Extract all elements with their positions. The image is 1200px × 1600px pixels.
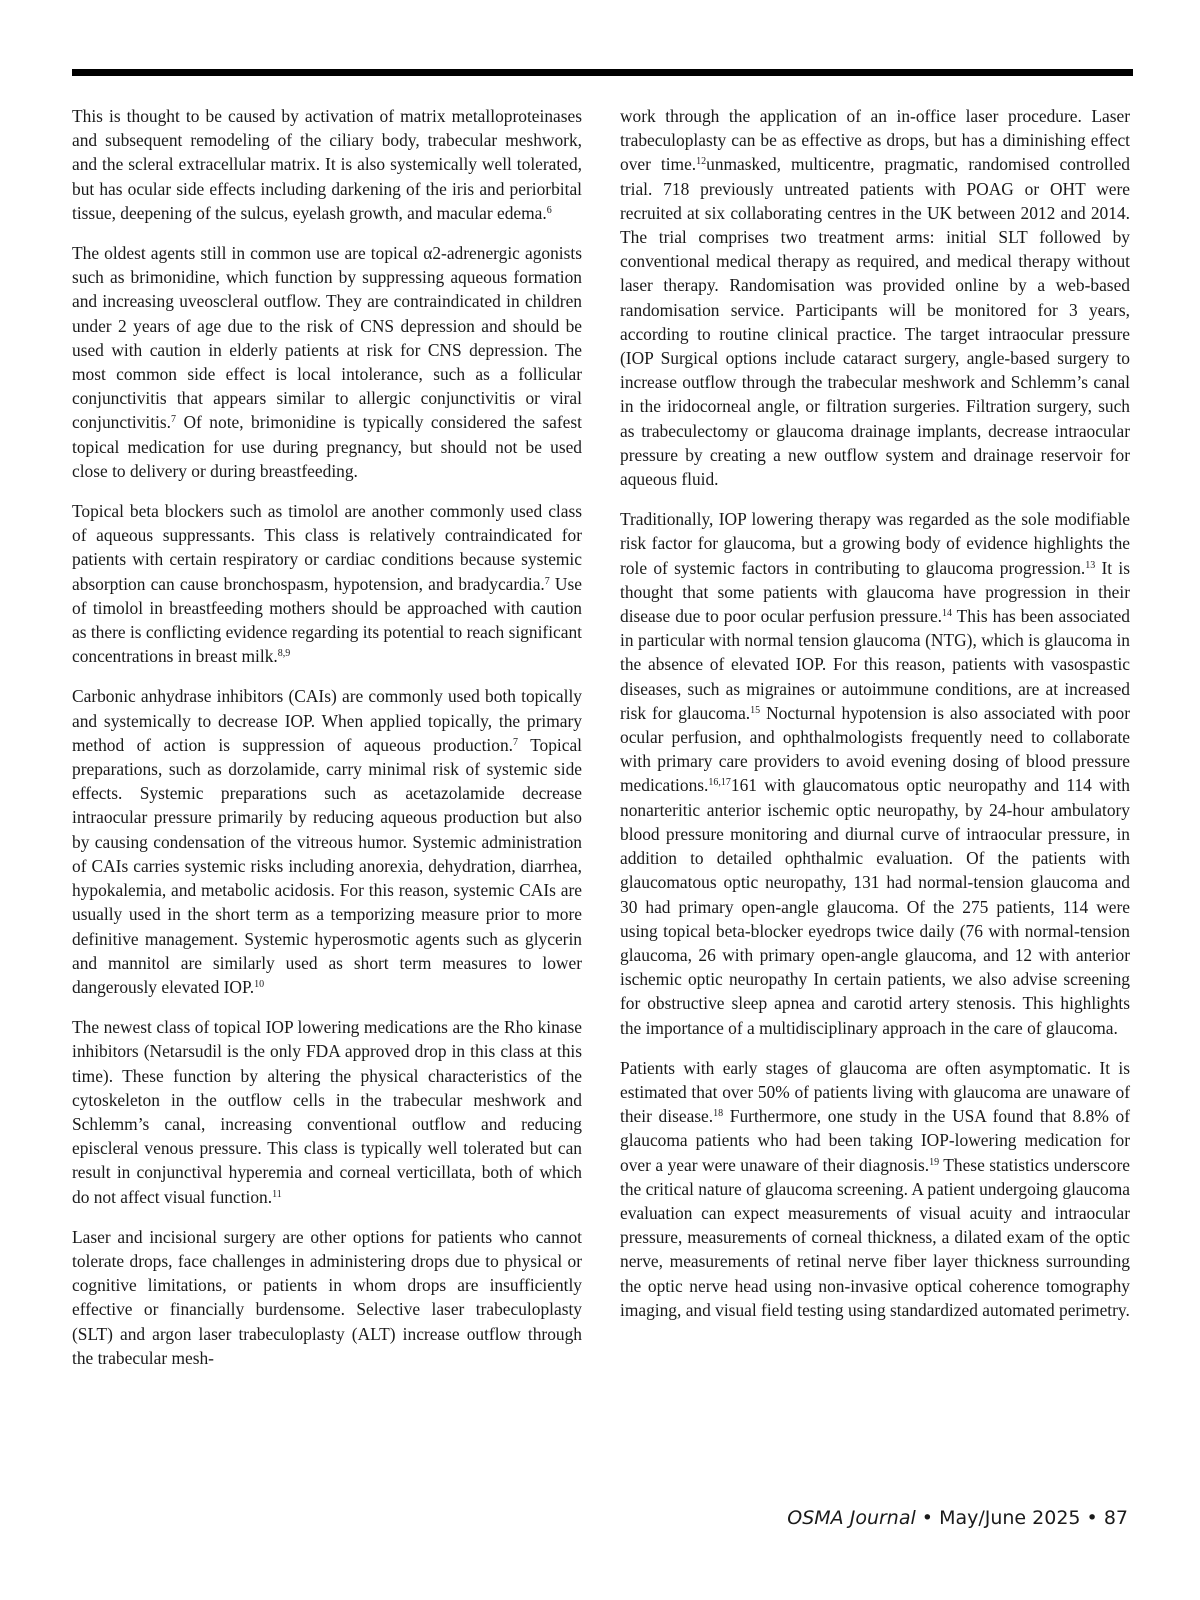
page-footer: OSMA Journal • May/June 2025 • 87 xyxy=(787,1507,1128,1529)
reference: 7 xyxy=(171,414,177,426)
paragraph: The oldest agents still in common use are topical α2-adrenergic agonists such as brimonidine, which function by suppressing aqueous formation and increasing uveoscleral outflow. They are contraindicated in children under 2 years of age due to the risk of CNS depression and should be used with caution in elderly patients at risk for CNS depression. The most common side effect is local intolerance, such as a follicular conjunctivitis that appears similar to allergic conjunctivitis or viral conjunctivitis.$^7$ Of note, brimonidine is typically considered the safest topical medication for use during pregnancy, but should not be used close to delivery or during breastfeeding. xyxy=(72,243,582,481)
page-number: 87 xyxy=(1103,1507,1128,1529)
reference: 6 xyxy=(546,204,552,216)
paragraph: work through the application of an in-office laser procedure. Laser trabeculoplasty can be as effective as drops, but has a diminishing effect over time.$^{12}$unmasked, multicentre, pragmatic, randomised controlled trial. 718 previously untreated patients with POAG or OHT were recruited at six collaborating centres in the UK between 2012 and 2014. The trial comprises two treatment arms: initial SLT followed by conventional medical therapy as required, and medical therapy without laser therapy. Randomisation was provided online by a web-based randomisation service. Participants will be monitored for 3 years, according to routine clinical practice. The target intraocular pressure (IOP Surgical options include cataract surgery, angle-based surgery to increase outflow through the trabecular meshwork and Schlemm’s canal in the iridocorneal angle, or filtration surgeries. Filtration surgery, such as trabeculectomy or glaucoma drainage implants, decrease intraocular pressure by creating a new outflow system and drainage reservoir for aqueous fluid. xyxy=(620,106,1130,490)
reference: 8,9 xyxy=(277,648,291,660)
paragraph: Traditionally, IOP lowering therapy was regarded as the sole modifiable risk factor for glaucoma, but a growing body of evidence highlights the role of systemic factors in contributing to glaucoma progression.$^{13}$ It is thought that some patients with glaucoma have progression in their disease due to poor ocular perfusion pressure.$^{14}$ This has been associated in particular with normal tension glaucoma (NTG), which is glaucoma in the absence of elevated IOP. For this reason, patients with vasospastic diseases, such as migraines or autoimmune conditions, are at increased risk for glaucoma.$^{15}$ Nocturnal hypotension is also associated with poor ocular perfusion, and ophthalmologists frequently need to collaborate with primary care providers to avoid evening dosing of blood pressure medications.$^{16,17}$161 with glaucomatous optic neuropathy and 114 with nonarteritic anterior ischemic optic neuropathy, by 24-hour ambulatory blood pressure monitoring and diurnal curve of intraocular pressure, in addition to detailed ophthalmic evaluation. Of the patients with glaucomatous optic neuropathy, 131 had normal-tension glaucoma and 30 had primary open-angle glaucoma. Of the 275 patients, 114 were using topical beta-blocker eyedrops twice daily (76 with normal-tension glaucoma, 26 with primary open-angle glaucoma, and 12 with anterior ischemic optic neuropathy In certain patients, we also advise screening for obstructive sleep apnea and carotid artery stenosis. This highlights the importance of a multidisciplinary approach in the care of glaucoma. xyxy=(620,509,1130,1038)
reference: 7 xyxy=(544,575,550,587)
reference: 7 xyxy=(512,736,518,748)
reference: 11 xyxy=(272,1188,282,1200)
paragraph: Laser and incisional surgery are other options for patients who cannot tolerate drops, face challenges in administering drops due to physical or cognitive limitations, or patients in whom drops are insufficiently effective or financially burdensome. Selective laser trabeculoplasty (SLT) and argon laser trabeculoplasty (ALT) increase outflow through the trabecular mesh- xyxy=(72,1226,582,1368)
paragraph: Topical beta blockers such as timolol are another commonly used class of aqueous suppressants. This class is relatively contraindicated for patients with certain respiratory or cardiac conditions because systemic absorption can cause bronchospasm, hypotension, and bradycardia.$^7$ Use of timolol in breastfeeding mothers should be approached with caution as there is conflicting evidence regarding its potential to reach significant concentrations in breast milk.$^{8,9}$ xyxy=(72,501,582,667)
reference: 19 xyxy=(929,1156,940,1168)
paragraph: This is thought to be caused by activation of matrix metalloproteinases and subsequent remodeling of the ciliary body, trabecular meshwork, and the scleral extracellular matrix. It is also systemically well tolerated, but has ocular side effects including darkening of the iris and periorbital tissue, deepening of the sulcus, eyelash growth, and macular edema.$^6$ xyxy=(72,106,582,223)
reference: 10 xyxy=(254,978,265,990)
journal-name: OSMA Journal xyxy=(787,1507,916,1529)
paragraph: Carbonic anhydrase inhibitors (CAIs) are commonly used both topically and systemically to decrease IOP. When applied topically, the primary method of action is suppression of aqueous production.$^7$ Topical preparations, such as dorzolamide, carry minimal risk of systemic side effects. Systemic preparations such as acetazolamide decrease intraocular pressure primarily by reducing aqueous production but also by causing condensation of the vitreous humor. Systemic administration of CAIs carries systemic risks including anorexia, dehydration, diarrhea, hypokalemia, and metabolic acidosis. For this reason, systemic CAIs are usually used in the short term as a temporizing measure prior to more definitive management. Systemic hyperosmotic agents such as glycerin and mannitol are similarly used as short term measures to lower dangerously elevated IOP.$^{10}$ xyxy=(72,686,582,997)
paragraph: The newest class of topical IOP lowering medications are the Rho kinase inhibitors (Netarsudil is the only FDA approved drop in this class at this time). These function by altering the physical characteristics of the cytoskeleton in the outflow cells in the trabecular meshwork and Schlemm’s canal, increasing conventional outflow and reducing episcleral venous pressure. This class is typically well tolerated but can result in conjunctival hyperemia and corneal verticillata, both of which do not affect visual function.$^{11}$ xyxy=(72,1017,582,1207)
issue-date: May/June 2025 xyxy=(939,1507,1081,1529)
reference: 18 xyxy=(713,1108,724,1120)
reference: 14 xyxy=(942,608,953,620)
reference: 13 xyxy=(1085,559,1096,571)
reference: 12 xyxy=(696,156,707,168)
left-column xyxy=(72,104,582,1386)
top-rule xyxy=(72,69,1133,76)
reference: 15 xyxy=(750,704,761,716)
paragraph: Patients with early stages of glaucoma are often asymptomatic. It is estimated that over 50% of patients living with glaucoma are unaware of their disease.$^{18}$ Furthermore, one study in the USA found that 8.8% of glaucoma patients who had been taking IOP-lowering medication for over a year were unaware of their diagnosis.$^{19}$ These statistics underscore the critical nature of glaucoma screening. A patient undergoing glaucoma evaluation can expect measurements of visual acuity and intraocular pressure, measurements of corneal thickness, a dilated exam of the optic nerve, measurements of retinal nerve fiber layer thickness surrounding the optic nerve head using non-invasive optical coherence tomography imaging, and visual field testing using standardized automated perimetry. xyxy=(620,1057,1130,1320)
reference: 16,17 xyxy=(708,777,731,789)
right-column xyxy=(620,104,1130,1338)
